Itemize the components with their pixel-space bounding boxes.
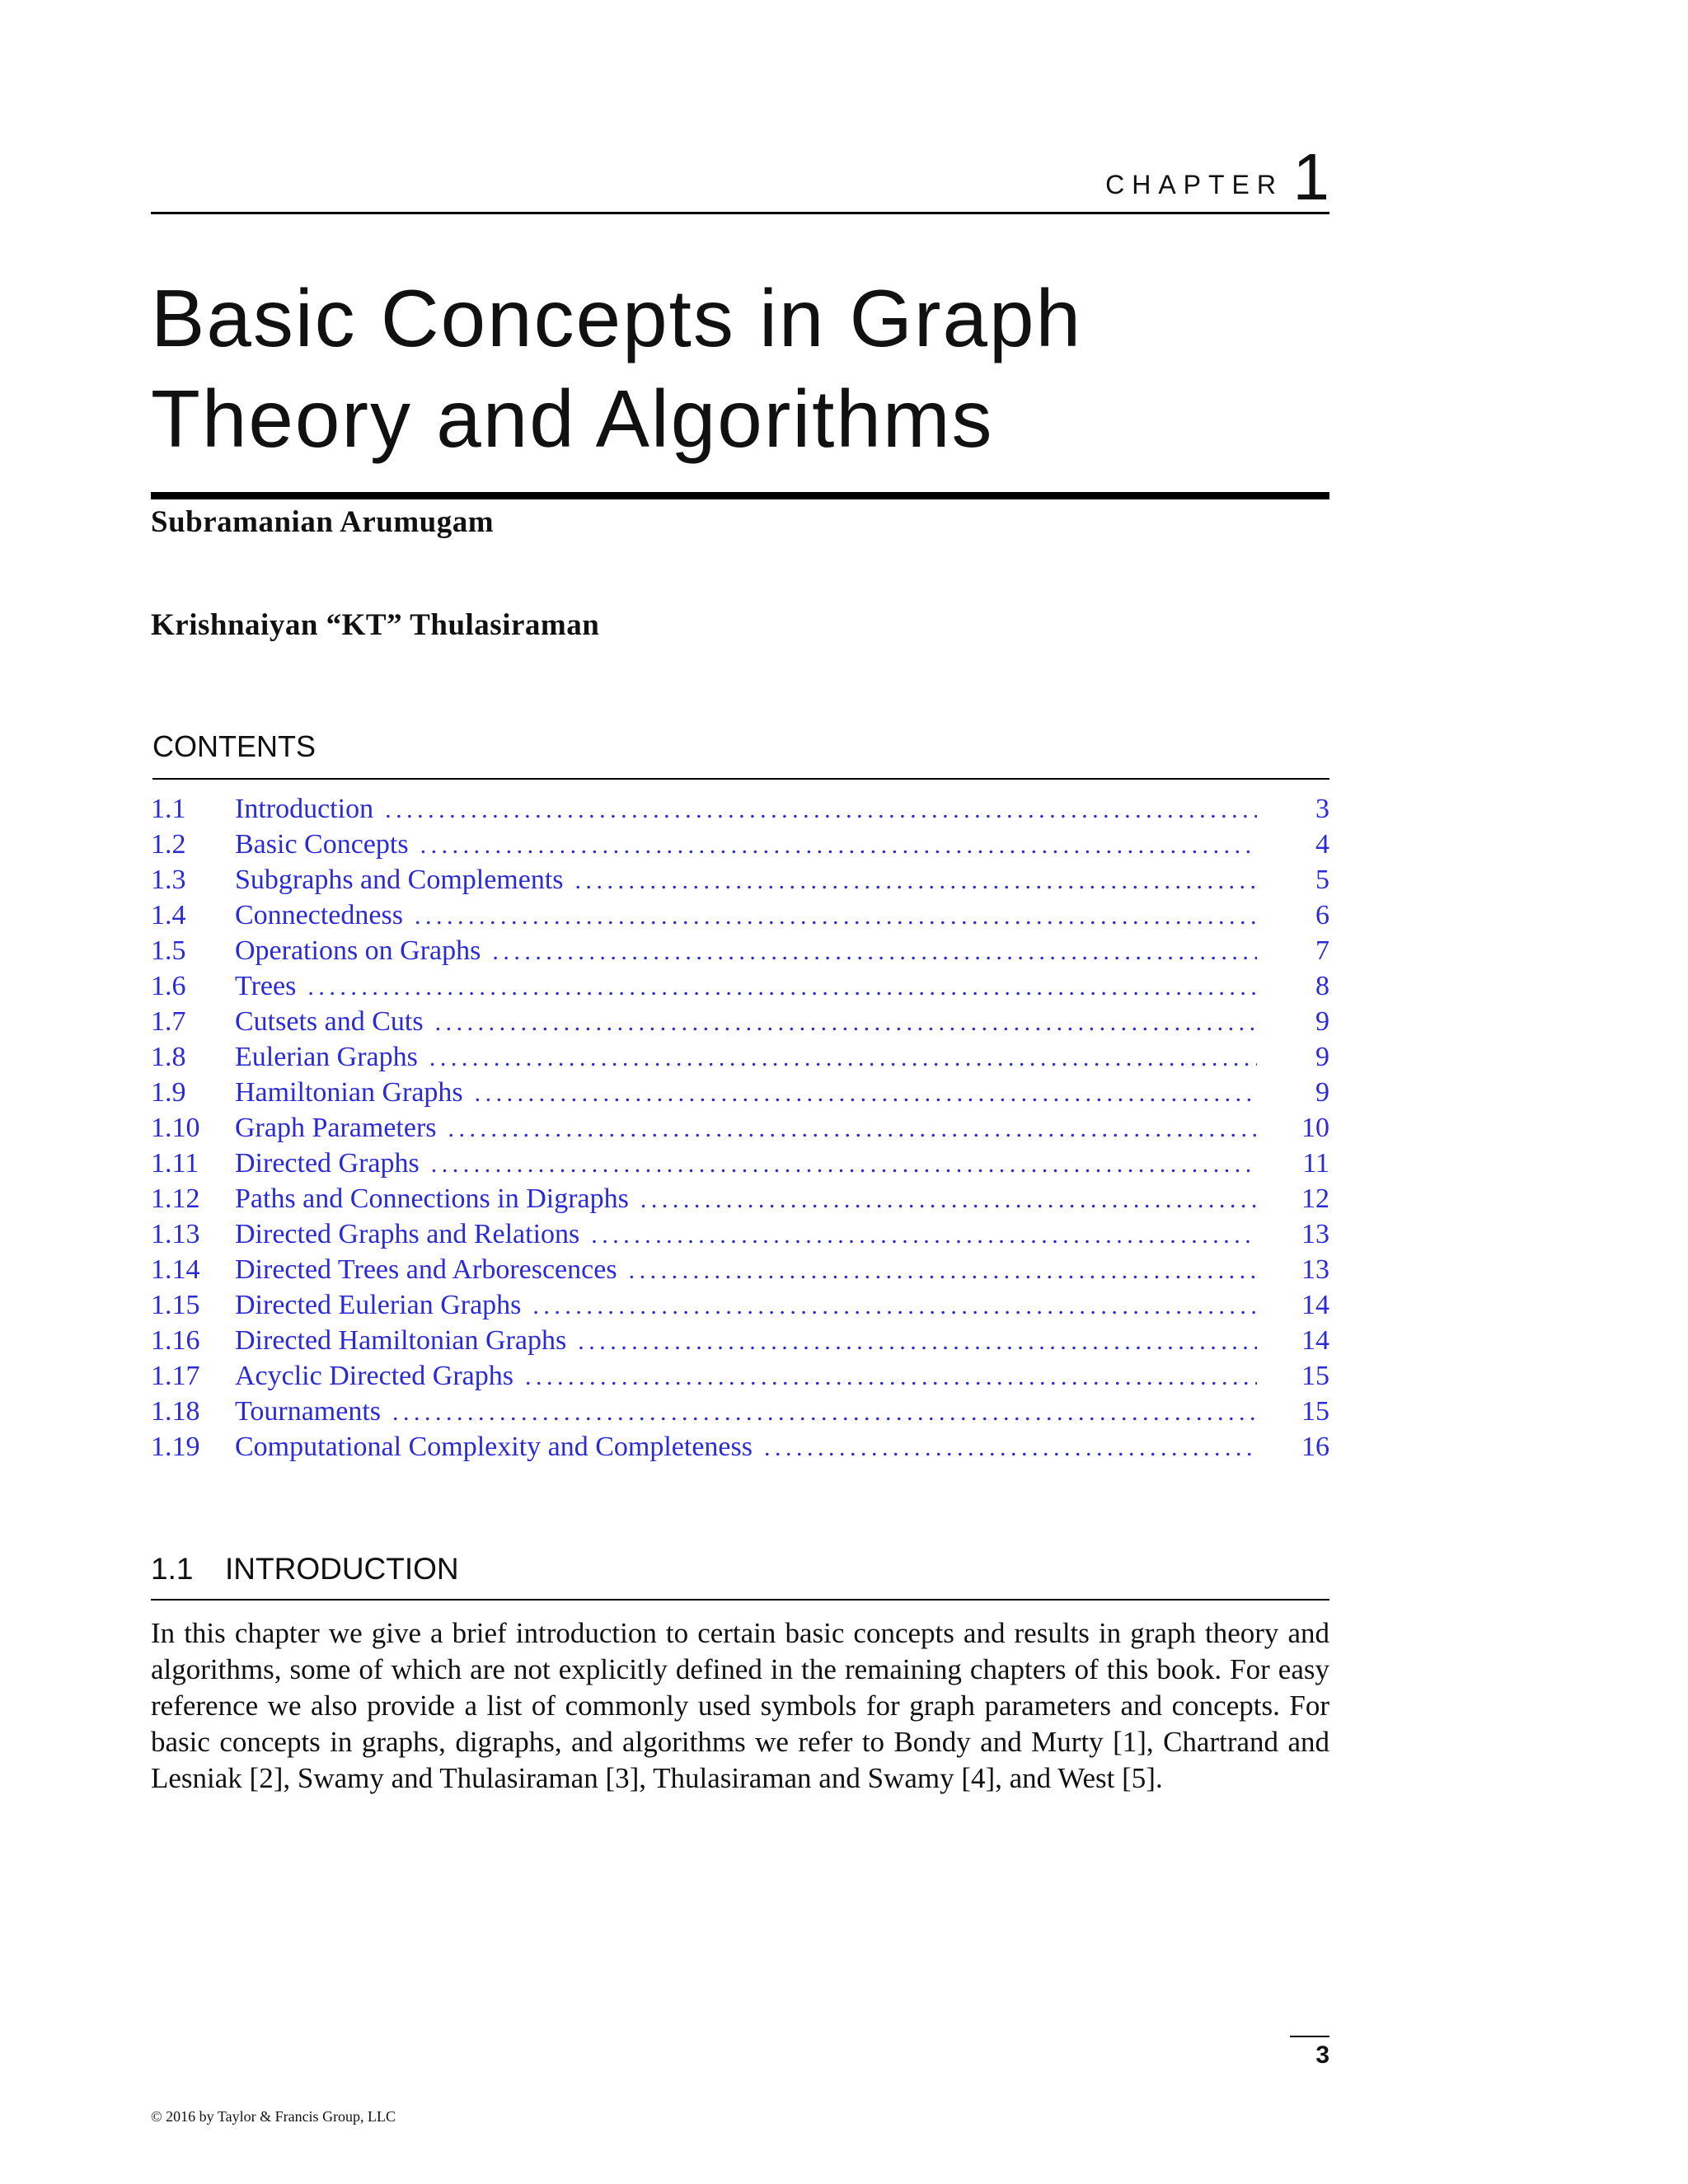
toc-entry-title[interactable]: Operations on Graphs xyxy=(235,935,481,966)
chapter-title xyxy=(151,268,1329,469)
toc-entry[interactable] xyxy=(151,1146,1329,1181)
toc-dot-leader xyxy=(448,1111,1257,1146)
toc-entry[interactable] xyxy=(151,1429,1329,1465)
table-of-contents xyxy=(151,791,1329,1465)
toc-entry-title[interactable]: Hamiltonian Graphs xyxy=(235,1077,463,1108)
toc-entry-number: 1.15 xyxy=(151,1290,200,1320)
section-heading xyxy=(151,1551,1329,1601)
toc-entry-page[interactable]: 10 xyxy=(1301,1113,1329,1143)
toc-entry-page[interactable]: 6 xyxy=(1315,900,1329,930)
toc-entry[interactable] xyxy=(151,1039,1329,1075)
toc-entry[interactable] xyxy=(151,1394,1329,1429)
toc-entry-number: 1.10 xyxy=(151,1113,200,1143)
toc-entry-number: 1.11 xyxy=(151,1148,199,1179)
toc-dot-leader xyxy=(307,969,1257,1005)
chapter-title-line-1: Basic Concepts in Graph xyxy=(151,273,1082,363)
toc-dot-leader xyxy=(525,1359,1257,1394)
toc-entry-page[interactable]: 5 xyxy=(1315,865,1329,895)
page-number: 3 xyxy=(1290,2036,1329,2074)
toc-entry-page[interactable]: 9 xyxy=(1315,1006,1329,1037)
toc-entry-page[interactable]: 11 xyxy=(1302,1148,1329,1179)
toc-dot-leader xyxy=(764,1430,1257,1465)
toc-entry[interactable] xyxy=(151,1216,1329,1252)
toc-entry-page[interactable]: 14 xyxy=(1301,1290,1329,1320)
toc-entry-title[interactable]: Directed Hamiltonian Graphs xyxy=(235,1325,567,1356)
toc-entry-page[interactable]: 4 xyxy=(1315,829,1329,860)
toc-dot-leader xyxy=(640,1182,1257,1217)
toc-entry[interactable] xyxy=(151,862,1329,898)
chapter-title-line-2: Theory and Algorithms xyxy=(151,373,994,464)
author-name: Krishnaiyan “KT” Thulasiraman xyxy=(151,608,600,642)
toc-entry-number: 1.14 xyxy=(151,1254,200,1285)
toc-entry-page[interactable]: 3 xyxy=(1315,794,1329,824)
toc-entry-page[interactable]: 15 xyxy=(1301,1361,1329,1391)
toc-entry[interactable] xyxy=(151,1075,1329,1110)
section-number: 1.1 xyxy=(151,1552,194,1586)
toc-entry-title[interactable]: Trees xyxy=(235,971,297,1001)
toc-entry-title[interactable]: Basic Concepts xyxy=(235,829,409,860)
toc-entry-title[interactable]: Directed Graphs xyxy=(235,1148,420,1179)
toc-dot-leader xyxy=(475,1076,1257,1111)
toc-entry-title[interactable]: Directed Graphs and Relations xyxy=(235,1219,580,1249)
chapter-header xyxy=(151,140,1329,214)
toc-entry-page[interactable]: 8 xyxy=(1315,971,1329,1001)
toc-entry-number: 1.5 xyxy=(151,935,186,966)
toc-dot-leader xyxy=(629,1253,1257,1288)
toc-entry-number: 1.18 xyxy=(151,1396,200,1427)
toc-entry-number: 1.12 xyxy=(151,1183,200,1214)
toc-entry-title[interactable]: Paths and Connections in Digraphs xyxy=(235,1183,629,1214)
section-title: INTRODUCTION xyxy=(225,1552,459,1586)
toc-entry-title[interactable]: Computational Complexity and Completeness xyxy=(235,1432,753,1462)
toc-entry-title[interactable]: Acyclic Directed Graphs xyxy=(235,1361,513,1391)
toc-entry-number: 1.9 xyxy=(151,1077,186,1108)
toc-dot-leader xyxy=(385,792,1257,827)
toc-entry-number: 1.7 xyxy=(151,1006,186,1037)
toc-dot-leader xyxy=(392,1394,1257,1430)
toc-entry[interactable] xyxy=(151,933,1329,968)
toc-entry-number: 1.1 xyxy=(151,794,186,824)
chapter-number: 1 xyxy=(1292,140,1329,213)
toc-dot-leader xyxy=(575,863,1257,898)
toc-entry-title[interactable]: Directed Trees and Arborescences xyxy=(235,1254,617,1285)
toc-dot-leader xyxy=(435,1005,1257,1040)
contents-heading: CONTENTS xyxy=(152,729,1329,780)
toc-entry-title[interactable]: Cutsets and Cuts xyxy=(235,1006,424,1037)
toc-entry[interactable] xyxy=(151,968,1329,1004)
toc-entry-page[interactable]: 14 xyxy=(1301,1325,1329,1356)
toc-dot-leader xyxy=(591,1217,1257,1253)
toc-entry-page[interactable]: 13 xyxy=(1301,1219,1329,1249)
chapter-label: CHAPTER xyxy=(1105,170,1283,199)
toc-dot-leader xyxy=(415,898,1257,934)
toc-entry[interactable] xyxy=(151,791,1329,827)
toc-entry-number: 1.16 xyxy=(151,1325,200,1356)
toc-entry-number: 1.17 xyxy=(151,1361,200,1391)
toc-entry-title[interactable]: Introduction xyxy=(235,794,374,824)
toc-dot-leader xyxy=(429,1040,1257,1076)
toc-dot-leader xyxy=(431,1146,1257,1182)
toc-entry-title[interactable]: Directed Eulerian Graphs xyxy=(235,1290,522,1320)
toc-dot-leader xyxy=(420,827,1257,863)
toc-entry-number: 1.6 xyxy=(151,971,186,1001)
toc-entry[interactable] xyxy=(151,1004,1329,1039)
toc-entry-page[interactable]: 16 xyxy=(1301,1432,1329,1462)
toc-entry[interactable] xyxy=(151,1358,1329,1394)
toc-entry-page[interactable]: 9 xyxy=(1315,1042,1329,1072)
toc-entry[interactable] xyxy=(151,1252,1329,1287)
toc-entry-page[interactable]: 7 xyxy=(1315,935,1329,966)
toc-entry-page[interactable]: 13 xyxy=(1301,1254,1329,1285)
toc-entry-number: 1.19 xyxy=(151,1432,200,1462)
intro-paragraph: In this chapter we give a brief introduction to certain basic concepts and results in graph theory and algorithms, some of which are not explicitly defined in the remaining chapters of this book. For easy reference we also provide a list of commonly used symbols for graph parameters and concepts. For basic concepts in graphs, digraphs, and algorithms we refer to Bondy and Murty [1], Chartrand and Lesniak [2], Swamy and Thulasiraman [3], Thulasiraman and Swamy [4], and West [5]. xyxy=(151,1617,1329,1794)
toc-entry-page[interactable]: 15 xyxy=(1301,1396,1329,1427)
toc-entry-title[interactable]: Graph Parameters xyxy=(235,1113,437,1143)
title-rule xyxy=(151,492,1329,499)
toc-dot-leader xyxy=(578,1324,1257,1359)
toc-entry[interactable] xyxy=(151,1323,1329,1358)
toc-entry-number: 1.8 xyxy=(151,1042,186,1072)
toc-entry[interactable] xyxy=(151,898,1329,933)
author-name: Subramanian Arumugam xyxy=(151,505,495,539)
toc-entry[interactable] xyxy=(151,1110,1329,1146)
toc-entry-title[interactable]: Tournaments xyxy=(235,1396,382,1427)
toc-entry-title[interactable]: Connectedness xyxy=(235,900,403,930)
toc-entry-number: 1.2 xyxy=(151,829,186,860)
toc-entry[interactable] xyxy=(151,1181,1329,1216)
toc-entry-number: 1.4 xyxy=(151,900,186,930)
toc-entry-title[interactable]: Subgraphs and Complements xyxy=(235,865,564,895)
toc-entry-page[interactable]: 9 xyxy=(1315,1077,1329,1108)
toc-dot-leader xyxy=(532,1288,1257,1324)
toc-entry[interactable] xyxy=(151,827,1329,862)
toc-entry-title[interactable]: Eulerian Graphs xyxy=(235,1042,418,1072)
toc-entry[interactable] xyxy=(151,1287,1329,1323)
toc-dot-leader xyxy=(492,934,1257,969)
copyright-notice: © 2016 by Taylor & Francis Group, LLC xyxy=(151,2108,396,2125)
toc-entry-number: 1.3 xyxy=(151,865,186,895)
toc-entry-page[interactable]: 12 xyxy=(1301,1183,1329,1214)
toc-entry-number: 1.13 xyxy=(151,1219,200,1249)
